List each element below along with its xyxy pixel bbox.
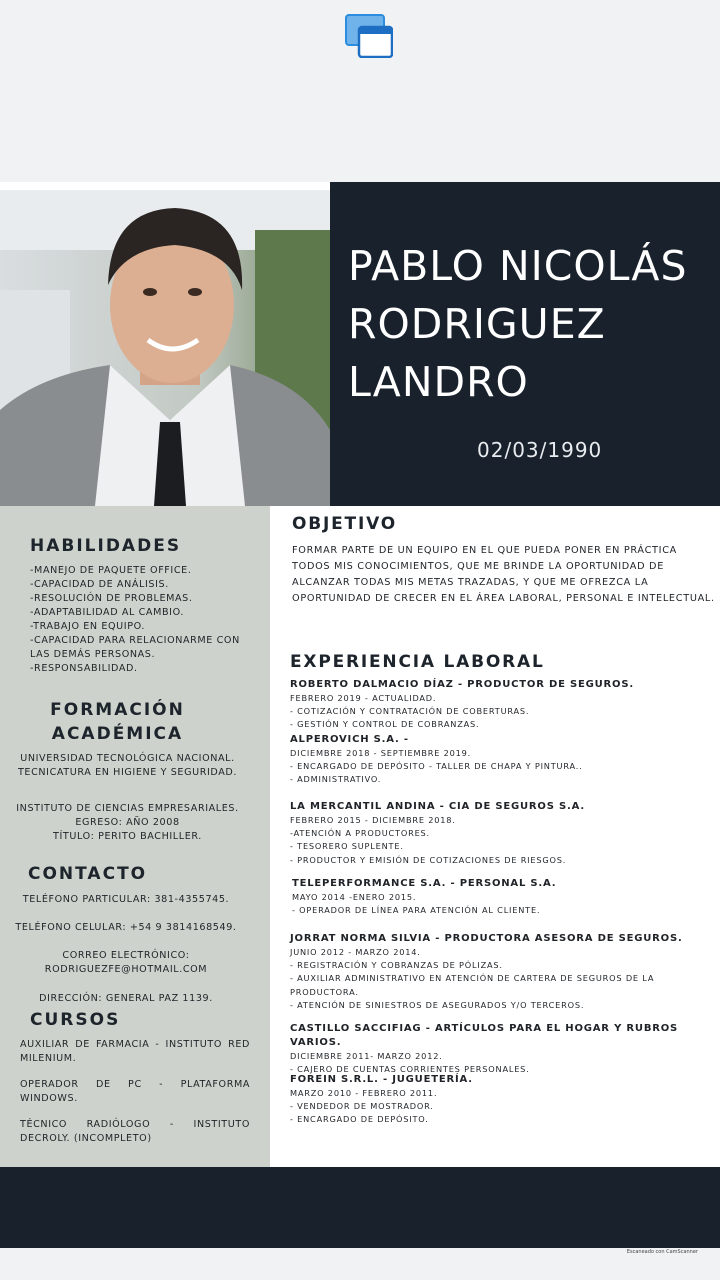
- job-duty: - AUXILIAR ADMINISTRATIVO EN ATENCIÓN DE CARTERA DE SEGUROS DE LA PRODUCTORA.: [290, 973, 655, 997]
- job-title: TELEPERFORMANCE S.A. - PERSONAL S.A.: [292, 878, 557, 889]
- skill-item: -ADAPTABILIDAD AL CAMBIO.: [30, 607, 184, 618]
- birth-date: 02/03/1990: [477, 438, 603, 462]
- formacion-heading: FORMACIÓN ACADÉMICA: [50, 700, 185, 744]
- skill-item: -CAPACIDAD DE ANÁLISIS.: [30, 579, 169, 590]
- job-entry: [290, 932, 715, 1012]
- contacto-heading: CONTACTO: [28, 864, 148, 884]
- email-label: CORREO ELECTRÓNICO:: [62, 950, 190, 961]
- job-title: ROBERTO DALMACIO DÍAZ - PRODUCTOR DE SEGUROS.: [290, 679, 634, 690]
- cursos-heading: CURSOS: [30, 1010, 121, 1030]
- name-header: [330, 182, 720, 506]
- scanner-watermark: Escaneado con CamScanner: [626, 1249, 698, 1255]
- skill-item: -MANEJO DE PAQUETE OFFICE.: [30, 565, 192, 576]
- experiencia-heading: EXPERIENCIA LABORAL: [290, 652, 545, 672]
- course-item: OPERADOR DE PC - PLATAFORMA WINDOWS.: [20, 1079, 250, 1104]
- email-address[interactable]: RODRIGUEZFE@HOTMAIL.COM: [44, 964, 208, 975]
- name-line-2: RODRIGUEZ: [348, 300, 606, 348]
- job-duty: - GESTIÓN Y CONTROL DE COBRANZAS.: [290, 719, 480, 730]
- job-duty: - ATENCIÓN DE SINIESTROS DE ASEGURADOS Y/O TERCEROS.: [290, 999, 585, 1010]
- job-title: CASTILLO SACCIFIAG - ARTÍCULOS PARA EL HOGAR Y RUBROS VARIOS.: [290, 1023, 679, 1048]
- job-entry: [290, 1022, 715, 1076]
- phone-mobile: TELÉFONO CELULAR: +54 9 3814168549.: [15, 922, 237, 933]
- formacion-entry-1: [5, 752, 250, 780]
- job-dates: MAYO 2014 -ENERO 2015.: [292, 892, 417, 902]
- job-dates: DICIEMBRE 2011- MARZO 2012.: [290, 1051, 443, 1061]
- institution-name: UNIVERSIDAD TECNOLÓGICA NACIONAL.: [20, 753, 235, 764]
- name-line-1: PABLO NICOLÁS: [348, 242, 688, 290]
- full-name: [348, 237, 708, 411]
- address: DIRECCIÓN: GENERAL PAZ 1139.: [39, 993, 213, 1004]
- job-duty: - ADMINISTRATIVO.: [290, 774, 382, 785]
- job-entry: [290, 1073, 715, 1127]
- job-duty: - VENDEDOR DE MOSTRADOR.: [290, 1101, 434, 1112]
- skill-item: -RESPONSABILIDAD.: [30, 663, 138, 674]
- job-entry: [290, 678, 715, 732]
- job-duty: - COTIZACIÓN Y CONTRATACIÓN DE COBERTURAS.: [290, 706, 530, 717]
- multi-window-icon[interactable]: [345, 14, 393, 58]
- job-title: ALPEROVICH S.A. -: [290, 734, 409, 745]
- job-duty: -ATENCIÓN A PRODUCTORES.: [290, 828, 430, 839]
- job-duty: - CAJERO DE CUENTAS CORRIENTES PERSONALES.: [290, 1064, 530, 1075]
- job-dates: FEBRERO 2019 - ACTUALIDAD.: [290, 693, 437, 703]
- skill-item: -RESOLUCIÓN DE PROBLEMAS.: [30, 593, 193, 604]
- profile-photo: [0, 190, 330, 506]
- job-dates: DICIEMBRE 2018 - SEPTIEMBRE 2019.: [290, 748, 472, 758]
- habilidades-list: [30, 564, 255, 676]
- habilidades-heading: HABILIDADES: [30, 536, 182, 556]
- job-entry: [290, 733, 715, 787]
- job-duty: - ENCARGADO DE DEPÓSITO.: [290, 1114, 429, 1125]
- skill-item: -TRABAJO EN EQUIPO.: [30, 621, 146, 632]
- job-duty: - OPERADOR DE LÍNEA PARA ATENCIÓN AL CLIENTE.: [292, 905, 541, 916]
- job-entry: [292, 877, 717, 917]
- job-dates: MARZO 2010 - FEBRERO 2011.: [290, 1088, 438, 1098]
- name-line-3: LANDRO: [348, 358, 529, 406]
- job-duty: - TESORERO SUPLENTE.: [290, 841, 404, 852]
- phone-home: TELÉFONO PARTICULAR: 381-4355745.: [22, 894, 230, 905]
- skill-item: -CAPACIDAD PARA RELACIONARME CON LAS DEMÁS PERSONAS.: [30, 635, 240, 660]
- resume-page: [0, 182, 720, 1248]
- job-title: JORRAT NORMA SILVIA - PRODUCTORA ASESORA DE SEGUROS.: [290, 933, 683, 944]
- main-column: [270, 506, 720, 1167]
- objetivo-text: FORMAR PARTE DE UN EQUIPO EN EL QUE PUEDA PONER EN PRÁCTICA TODOS MIS CONOCIMIENTOS, QUE ME BRINDE LA OPORTUNIDAD DE ALCANZAR TODAS MIS METAS TRAZADAS, Y QUE ME OFREZCA LA OPORTUNIDAD DE CRECER EN EL ÁREA LABORAL, PERSONAL E INTELECTUAL.: [292, 545, 715, 604]
- job-duty: - REGISTRACIÓN Y COBRANZAS DE PÓLIZAS.: [290, 960, 503, 971]
- sidebar: [0, 506, 270, 1167]
- job-entry: [290, 800, 715, 867]
- job-title: FOREIN S.R.L. - JUGUETERÍA.: [290, 1074, 473, 1085]
- institution-name: INSTITUTO DE CIENCIAS EMPRESARIALES.: [16, 803, 239, 814]
- course-item: AUXILIAR DE FARMACIA - INSTITUTO RED MILENIUM.: [20, 1039, 250, 1064]
- footer-band: [0, 1167, 720, 1248]
- job-duty: - ENCARGADO DE DEPÓSITO - TALLER DE CHAPA Y PINTURA..: [290, 761, 583, 772]
- degree-name: TÍTULO: PERITO BACHILLER.: [53, 831, 202, 842]
- job-dates: FEBRERO 2015 - DICIEMBRE 2018.: [290, 815, 456, 825]
- degree-name: TECNICATURA EN HIGIENE Y SEGURIDAD.: [17, 767, 238, 778]
- job-title: LA MERCANTIL ANDINA - CIA DE SEGUROS S.A.: [290, 801, 585, 812]
- graduation-year: EGRESO: AÑO 2008: [75, 817, 180, 828]
- course-item: TÉCNICO RADIÓLOGO - INSTITUTO DECROLY. (INCOMPLETO): [20, 1119, 250, 1144]
- formacion-entry-2: [5, 802, 250, 844]
- job-dates: JUNIO 2012 - MARZO 2014.: [290, 947, 421, 957]
- top-bar: [0, 0, 720, 182]
- job-duty: - PRODUCTOR Y EMISIÓN DE COTIZACIONES DE RIESGOS.: [290, 854, 567, 865]
- objetivo-heading: OBJETIVO: [292, 514, 397, 534]
